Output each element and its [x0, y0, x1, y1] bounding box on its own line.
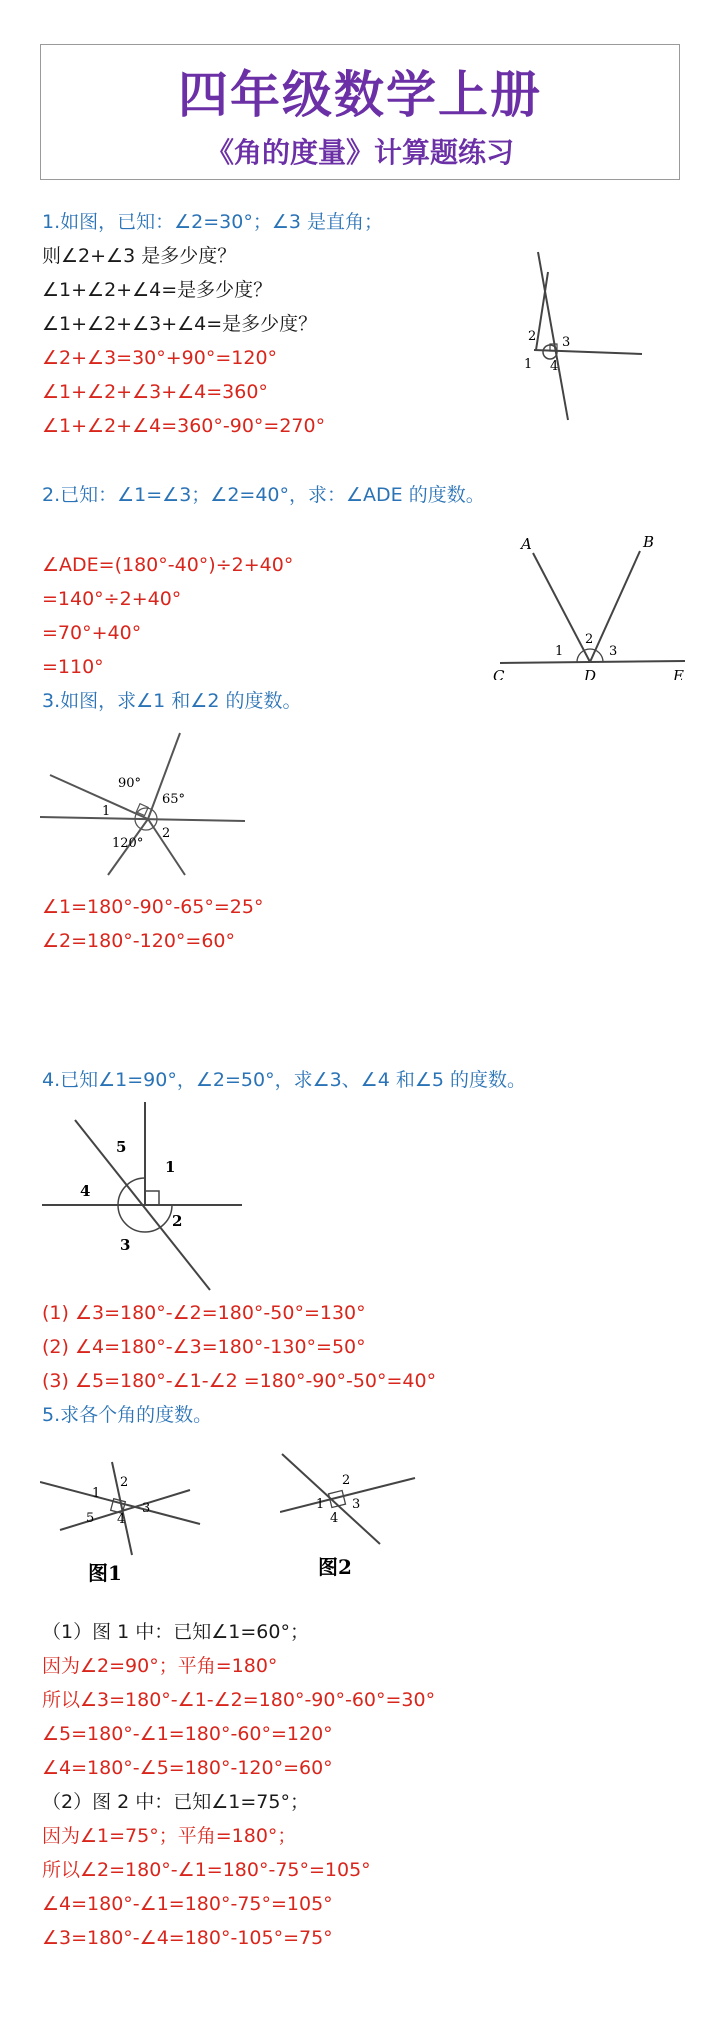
q5-fig1-caption: 图1	[88, 1561, 122, 1585]
q4-question: 4.已知∠1=90°，∠2=50°，求∠3、∠4 和∠5 的度数。	[42, 1069, 527, 1091]
q1-answer-3: ∠1+∠2+∠4=360°-90°=270°	[42, 415, 326, 437]
header-box	[40, 44, 680, 180]
q5-figure-2	[280, 1440, 440, 1590]
q5-part-1: （1）图 1 中：已知∠1=60°；	[42, 1621, 309, 1643]
q5-part2-answer-3: ∠4=180°-∠1=180°-75°=105°	[42, 1893, 333, 1915]
q5-part2-answer-2: 所以∠2=180°-∠1=180°-75°=105°	[42, 1859, 371, 1881]
q5-question: 5.求各个角的度数。	[42, 1404, 213, 1426]
q5-part2-answer-4: ∠3=180°-∠4=180°-105°=75°	[42, 1927, 333, 1949]
q5-fig1-label-1: 1	[92, 1486, 101, 1501]
q1-fig-label-2: 2	[528, 329, 537, 344]
q5-fig1-label-4: 4	[117, 1512, 126, 1527]
q3-figure	[40, 725, 250, 880]
page-title: 四年级数学上册	[178, 66, 542, 124]
q5-fig2-label-3: 3	[352, 1497, 361, 1512]
q1-ask-3: ∠1+∠2+∠3+∠4=是多少度？	[42, 313, 318, 335]
q4-fig-label-2: 2	[172, 1212, 183, 1230]
q5-fig1-label-3: 3	[142, 1501, 151, 1516]
q1-fig-line-c	[536, 272, 548, 350]
q2-answer-2: =140°÷2+40°	[42, 588, 182, 610]
q1-fig-label-1: 1	[524, 357, 533, 372]
q1-answer-2: ∠1+∠2+∠3+∠4=360°	[42, 381, 268, 403]
q4-answer-2: (2) ∠4=180°-∠3=180°-130°=50°	[42, 1336, 366, 1358]
q2-fig-label-c: C	[493, 667, 505, 680]
q5-part1-answer-1: 因为∠2=90°；平角=180°	[42, 1655, 278, 1677]
q2-question: 2.已知：∠1=∠3；∠2=40°，求：∠ADE 的度数。	[42, 484, 485, 506]
q5-part1-answer-4: ∠4=180°-∠5=180°-120°=60°	[42, 1757, 333, 1779]
q2-fig-label-b: B	[643, 533, 655, 551]
q4-answer-3: (3) ∠5=180°-∠1-∠2 =180°-90°-50°=40°	[42, 1370, 437, 1392]
q2-answer-1: ∠ADE=(180°-40°)÷2+40°	[42, 554, 294, 576]
q5-fig1-label-2: 2	[120, 1475, 129, 1490]
q5-part1-answer-3: ∠5=180°-∠1=180°-60°=120°	[42, 1723, 333, 1745]
q5-figure-1	[40, 1440, 220, 1590]
q1-ask-2: ∠1+∠2+∠4=是多少度？	[42, 279, 273, 301]
q2-answer-3: =70°+40°	[42, 622, 142, 644]
q4-fig-label-5: 5	[116, 1138, 127, 1156]
q3-answer-1: ∠1=180°-90°-65°=25°	[42, 896, 264, 918]
page-subtitle: 《角的度量》计算题练习	[205, 136, 514, 169]
q1-ask-1: 则∠2+∠3 是多少度？	[42, 245, 237, 267]
q2-answer-4: =110°	[42, 656, 104, 678]
q3-fig-label-65: 65°	[162, 792, 186, 807]
q5-fig2-label-4: 4	[330, 1511, 339, 1526]
q2-figure	[485, 525, 695, 680]
q2-fig-label-2: 2	[585, 632, 594, 647]
q5-fig2-caption: 图2	[318, 1555, 352, 1579]
q3-fig-label-120: 120°	[112, 836, 144, 851]
q4-fig-label-1: 1	[165, 1158, 176, 1176]
q5-part1-answer-2: 所以∠3=180°-∠1-∠2=180°-90°-60°=30°	[42, 1689, 436, 1711]
q3-question: 3.如图，求∠1 和∠2 的度数。	[42, 690, 302, 712]
q3-fig-label-2: 2	[162, 826, 171, 841]
q4-fig-label-3: 3	[120, 1236, 131, 1254]
q4-answer-1: (1) ∠3=180°-∠2=180°-50°=130°	[42, 1302, 366, 1324]
q5-fig2-label-1: 1	[316, 1497, 325, 1512]
q1-fig-label-4: 4	[550, 359, 559, 374]
q2-fig-line-ce	[500, 661, 685, 663]
q1-question: 1.如图，已知：∠2=30°；∠3 是直角；	[42, 211, 384, 233]
q4-figure	[40, 1100, 250, 1300]
q4-fig-label-4: 4	[80, 1182, 91, 1200]
q1-figure	[490, 250, 650, 430]
q4-fig-right-angle	[145, 1191, 159, 1205]
q2-fig-label-e: E	[673, 667, 684, 680]
q5-part-2: （2）图 2 中：已知∠1=75°；	[42, 1791, 309, 1813]
q5-fig1-label-5: 5	[86, 1511, 95, 1526]
q5-part2-answer-1: 因为∠1=75°；平角=180°；	[42, 1825, 297, 1847]
q1-answer-1: ∠2+∠3=30°+90°=120°	[42, 347, 278, 369]
q2-fig-label-a: A	[521, 535, 532, 553]
q2-fig-label-1: 1	[555, 644, 564, 659]
q3-fig-label-90: 90°	[118, 776, 142, 791]
q5-fig2-label-2: 2	[342, 1473, 351, 1488]
q2-fig-label-d: D	[584, 667, 597, 680]
q2-fig-label-3: 3	[609, 644, 618, 659]
q3-answer-2: ∠2=180°-120°=60°	[42, 930, 236, 952]
q3-fig-label-1: 1	[102, 804, 111, 819]
q1-fig-label-3: 3	[562, 335, 571, 350]
